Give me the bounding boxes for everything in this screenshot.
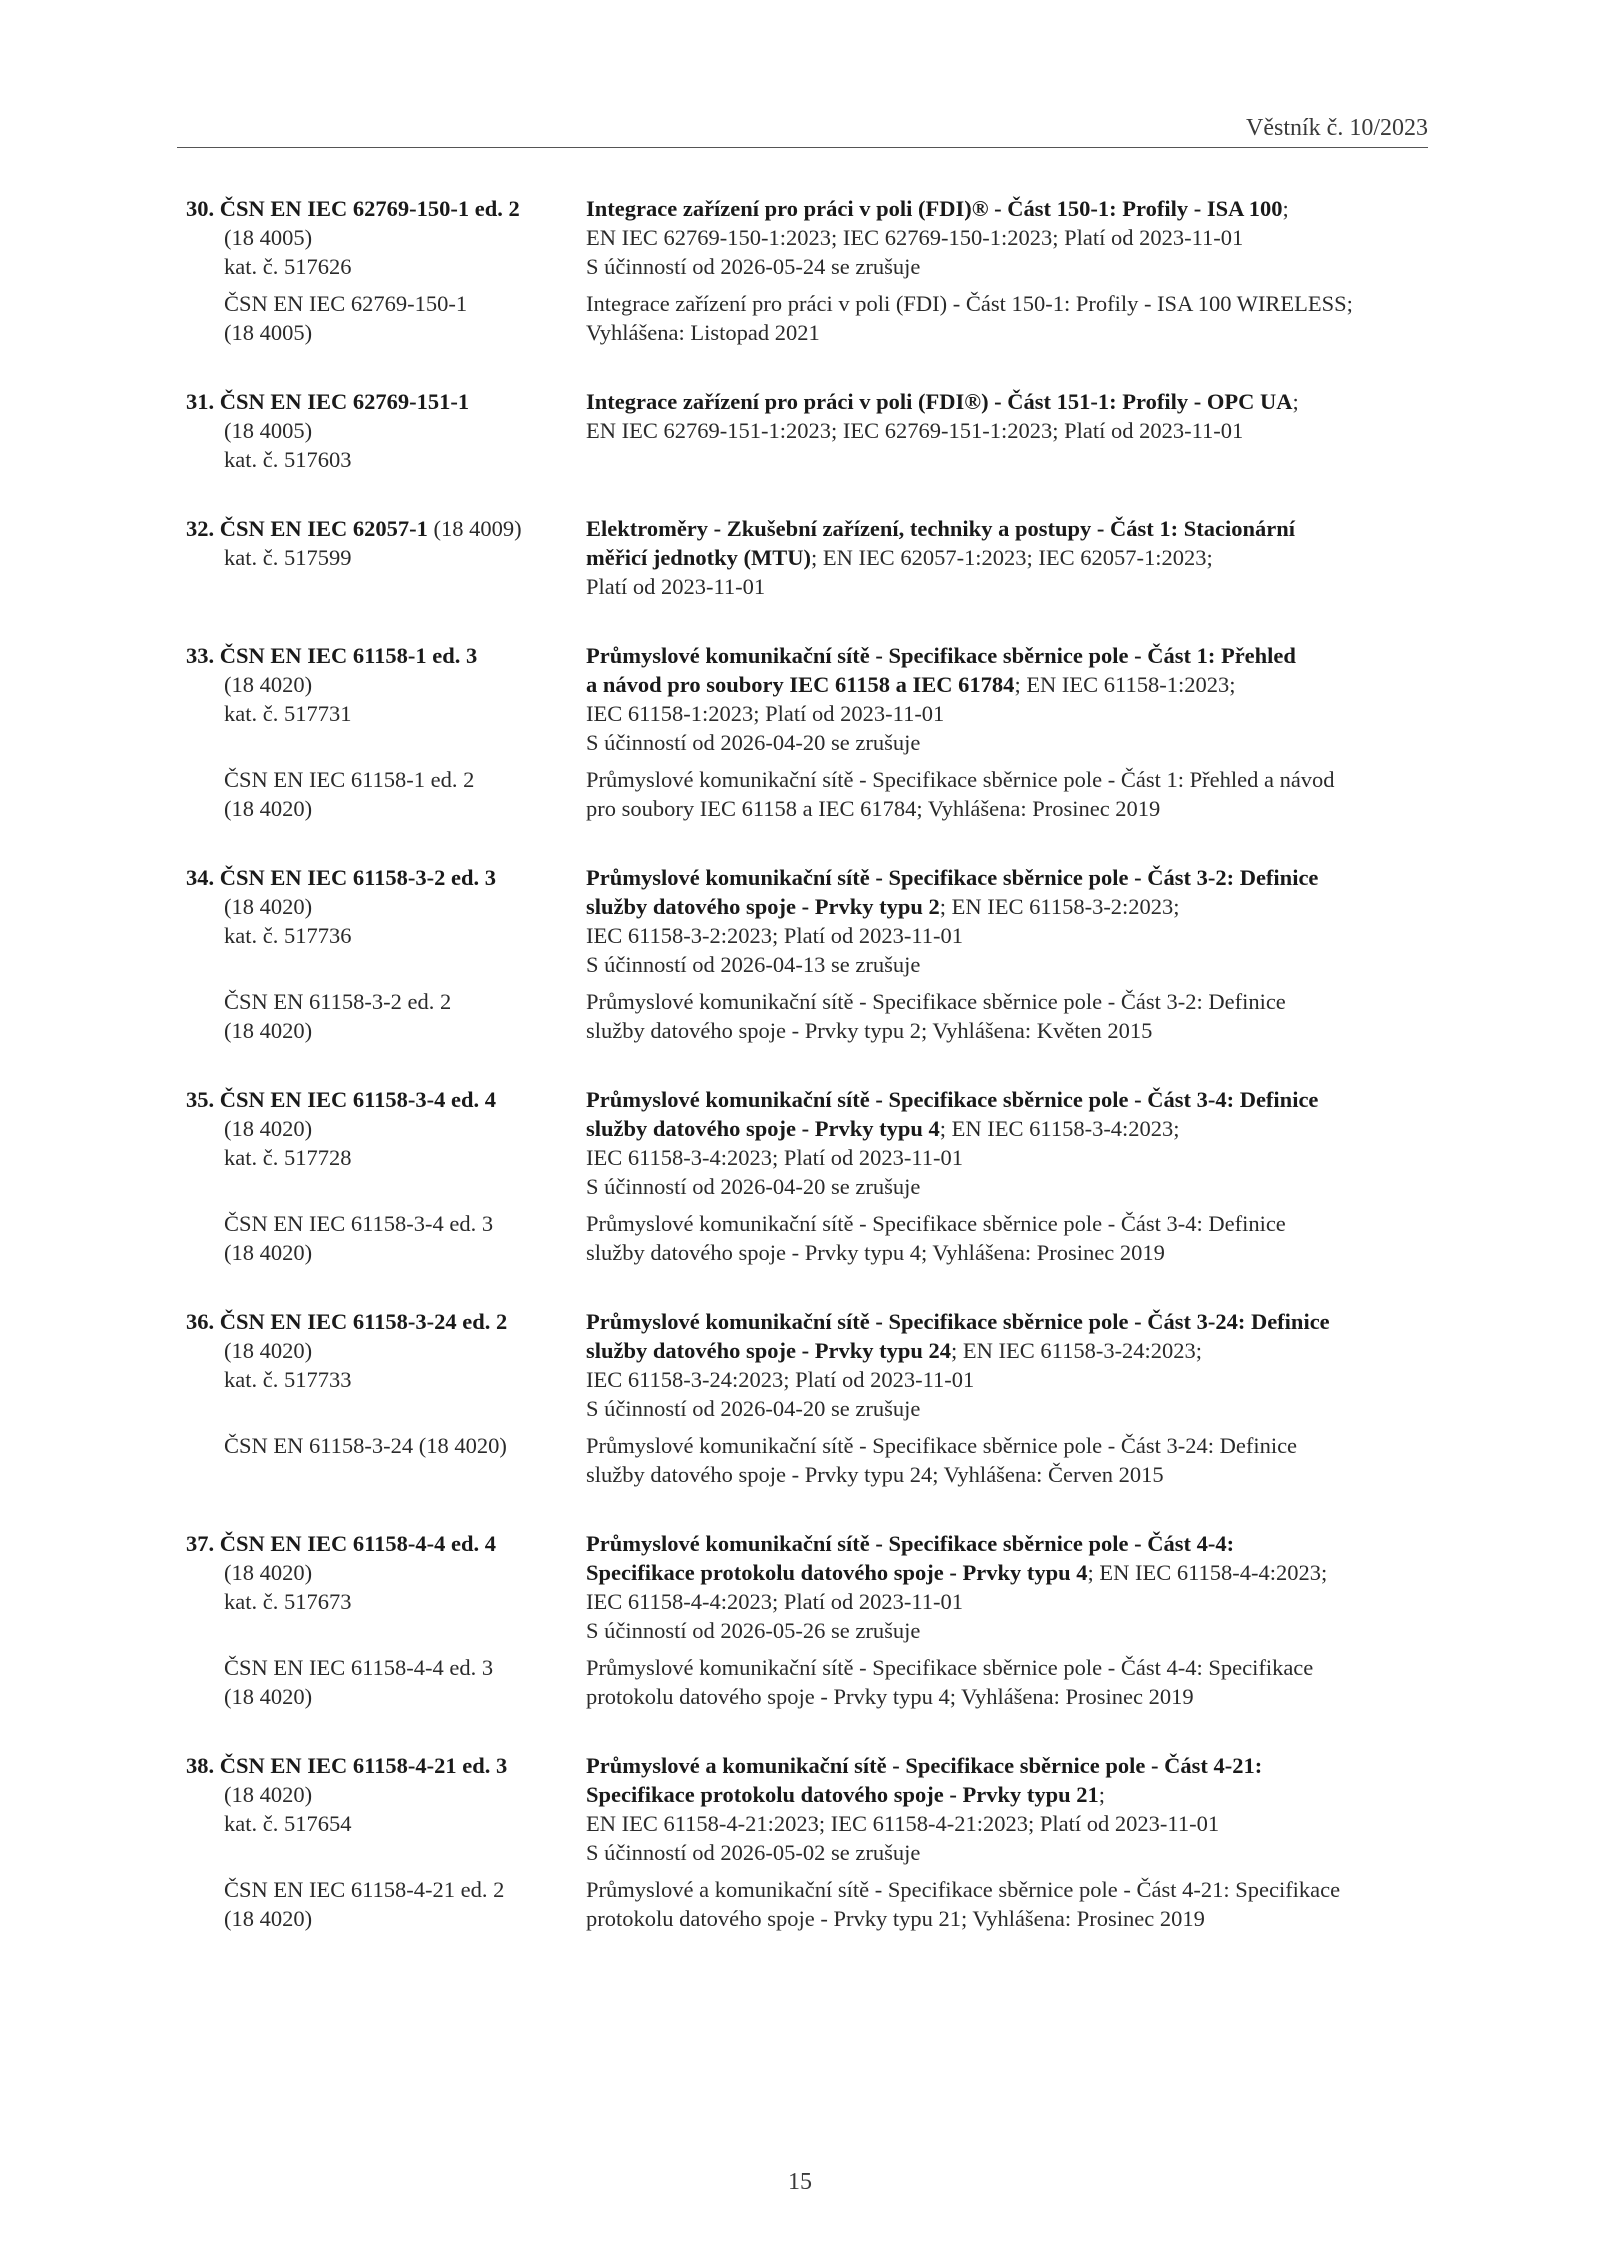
title-line: Průmyslové komunikační sítě - Specifikace sběrnice pole - Část 3-4: Definice xyxy=(586,1087,1319,1112)
title-line: IEC 61158-3-4:2023; Platí od 2023-11-01 xyxy=(586,1145,964,1170)
old-standard-id xyxy=(186,1875,586,1933)
entry-number: 34. xyxy=(186,865,215,890)
withdrawal-note: S účinností od 2026-04-13 se zrušuje xyxy=(586,952,921,977)
classification: (18 4020) xyxy=(224,1116,313,1141)
page-number: 15 xyxy=(788,2169,812,2195)
new-standard-id xyxy=(186,1085,586,1201)
title-tail: ; EN IEC 62057-1:2023; IEC 62057-1:2023; xyxy=(810,545,1213,570)
title-line: služby datového spoje - Prvky typu 4; Vyhlášena: Prosinec 2019 xyxy=(586,1240,1165,1265)
classification: (18 4020) xyxy=(224,1684,313,1709)
new-standard-code: ČSN EN IEC 61158-1 ed. 3 xyxy=(219,643,478,668)
new-standard-code: ČSN EN IEC 61158-3-2 ed. 3 xyxy=(219,865,497,890)
old-standard-code: ČSN EN 61158-3-24 (18 4020) xyxy=(224,1433,507,1458)
old-standard-id xyxy=(186,987,586,1045)
title-tail: ; xyxy=(1282,196,1289,221)
title-line: Průmyslové komunikační sítě - Specifikace sběrnice pole - Část 1: Přehled a návod xyxy=(586,767,1335,792)
new-standard-title xyxy=(586,1751,1416,1867)
new-standard-title xyxy=(586,1529,1416,1645)
new-standard-id xyxy=(186,387,586,474)
old-standard-code: ČSN EN IEC 61158-4-4 ed. 3 xyxy=(224,1655,494,1680)
title-tail: ; EN IEC 61158-3-4:2023; xyxy=(939,1116,1180,1141)
old-standard-code: ČSN EN IEC 61158-3-4 ed. 3 xyxy=(224,1211,494,1236)
old-standard-code: ČSN EN IEC 61158-1 ed. 2 xyxy=(224,767,475,792)
catalog-number: kat. č. 517654 xyxy=(224,1811,352,1836)
title-line: Průmyslové komunikační sítě - Specifikace sběrnice pole - Část 3-24: Definice xyxy=(586,1309,1330,1334)
new-standard-id xyxy=(186,863,586,979)
standards-list xyxy=(186,194,1416,1973)
classification: (18 4020) xyxy=(224,672,313,697)
standard-entry xyxy=(186,1307,1416,1489)
new-standard-code: ČSN EN IEC 61158-3-24 ed. 2 xyxy=(219,1309,508,1334)
entry-number: 33. xyxy=(186,643,215,668)
title-line: Integrace zařízení pro práci v poli (FDI)® - Část 150-1: Profily - ISA 100 xyxy=(586,196,1283,221)
withdrawal-note: S účinností od 2026-04-20 se zrušuje xyxy=(586,1396,921,1421)
new-standard-title xyxy=(586,863,1416,979)
new-standard-code: ČSN EN IEC 62057-1 xyxy=(219,516,428,541)
catalog-number: kat. č. 517728 xyxy=(224,1145,352,1170)
new-standard-code: ČSN EN IEC 62769-150-1 ed. 2 xyxy=(219,196,520,221)
title-line: Průmyslové komunikační sítě - Specifikace sběrnice pole - Část 1: Přehled xyxy=(586,643,1296,668)
old-standard-code: ČSN EN IEC 62769-150-1 xyxy=(224,291,468,316)
title-tail: ; EN IEC 61158-3-24:2023; xyxy=(951,1338,1203,1363)
title-line: IEC 61158-4-4:2023; Platí od 2023-11-01 xyxy=(586,1589,964,1614)
new-standard-id xyxy=(186,514,586,601)
standard-entry xyxy=(186,514,1416,601)
title-line: EN IEC 62769-151-1:2023; IEC 62769-151-1:2023; Platí od 2023-11-01 xyxy=(586,418,1244,443)
catalog-number: kat. č. 517599 xyxy=(224,545,352,570)
standard-entry xyxy=(186,863,1416,1045)
title-tail: ; EN IEC 61158-1:2023; xyxy=(1014,672,1236,697)
old-standard-title xyxy=(586,1209,1416,1267)
classification: (18 4005) xyxy=(224,320,313,345)
entry-number: 35. xyxy=(186,1087,215,1112)
title-line: Průmyslové a komunikační sítě - Specifikace sběrnice pole - Část 4-21: Specifikace xyxy=(586,1877,1341,1902)
new-standard-id xyxy=(186,641,586,757)
old-standard-id xyxy=(186,1209,586,1267)
title-tail: ; EN IEC 61158-3-2:2023; xyxy=(939,894,1180,919)
withdrawal-note: S účinností od 2026-04-20 se zrušuje xyxy=(586,1174,921,1199)
title-line: pro soubory IEC 61158 a IEC 61784; Vyhlášena: Prosinec 2019 xyxy=(586,796,1161,821)
title-line: a návod pro soubory IEC 61158 a IEC 61784 xyxy=(586,672,1015,697)
title-line: Průmyslové komunikační sítě - Specifikace sběrnice pole - Část 4-4: Specifikace xyxy=(586,1655,1314,1680)
old-standard-title xyxy=(586,1653,1416,1711)
title-line: služby datového spoje - Prvky typu 2; Vyhlášena: Květen 2015 xyxy=(586,1018,1153,1043)
old-standard-title xyxy=(586,1875,1416,1933)
entry-number: 38. xyxy=(186,1753,215,1778)
entry-number: 36. xyxy=(186,1309,215,1334)
classification: (18 4020) xyxy=(224,1240,313,1265)
withdrawal-note: S účinností od 2026-05-24 se zrušuje xyxy=(586,254,921,279)
title-line: Specifikace protokolu datového spoje - Prvky typu 4 xyxy=(586,1560,1088,1585)
classification: (18 4020) xyxy=(224,1338,313,1363)
header-title: Věstník č. 10/2023 xyxy=(1246,115,1428,141)
catalog-number: kat. č. 517733 xyxy=(224,1367,352,1392)
classification: (18 4005) xyxy=(224,225,313,250)
new-standard-title xyxy=(586,1085,1416,1201)
classification: (18 4020) xyxy=(224,1560,313,1585)
catalog-number: kat. č. 517626 xyxy=(224,254,352,279)
title-line: IEC 61158-3-24:2023; Platí od 2023-11-01 xyxy=(586,1367,975,1392)
title-line: měřicí jednotky (MTU) xyxy=(586,545,811,570)
standard-entry xyxy=(186,1529,1416,1711)
old-standard-id xyxy=(186,1653,586,1711)
title-line: IEC 61158-3-2:2023; Platí od 2023-11-01 xyxy=(586,923,964,948)
new-standard-code: ČSN EN IEC 61158-4-21 ed. 3 xyxy=(219,1753,508,1778)
classification: (18 4020) xyxy=(224,1906,313,1931)
classification: (18 4020) xyxy=(224,894,313,919)
classification: (18 4020) xyxy=(224,1018,313,1043)
title-line: Průmyslové komunikační sítě - Specifikace sběrnice pole - Část 3-4: Definice xyxy=(586,1211,1286,1236)
standard-entry xyxy=(186,387,1416,474)
classification: (18 4009) xyxy=(433,516,522,541)
catalog-number: kat. č. 517673 xyxy=(224,1589,352,1614)
old-standard-title xyxy=(586,987,1416,1045)
new-standard-title xyxy=(586,194,1416,281)
classification: (18 4005) xyxy=(224,418,313,443)
title-line: služby datového spoje - Prvky typu 4 xyxy=(586,1116,940,1141)
title-tail: ; xyxy=(1292,389,1299,414)
title-tail: ; EN IEC 61158-4-4:2023; xyxy=(1087,1560,1328,1585)
new-standard-id xyxy=(186,194,586,281)
title-tail: ; xyxy=(1098,1782,1105,1807)
catalog-number: kat. č. 517736 xyxy=(224,923,352,948)
withdrawal-note: S účinností od 2026-05-02 se zrušuje xyxy=(586,1840,921,1865)
old-standard-id xyxy=(186,289,586,347)
title-line: Integrace zařízení pro práci v poli (FDI®) - Část 151-1: Profily - OPC UA xyxy=(586,389,1293,414)
classification: (18 4020) xyxy=(224,1782,313,1807)
standard-entry xyxy=(186,194,1416,347)
title-line: služby datového spoje - Prvky typu 24 xyxy=(586,1338,952,1363)
title-line: Průmyslové komunikační sítě - Specifikace sběrnice pole - Část 3-2: Definice xyxy=(586,989,1286,1014)
title-line: služby datového spoje - Prvky typu 24; Vyhlášena: Červen 2015 xyxy=(586,1462,1164,1487)
new-standard-title xyxy=(586,387,1416,474)
title-line: Specifikace protokolu datového spoje - Prvky typu 21 xyxy=(586,1782,1099,1807)
title-line: Elektroměry - Zkušební zařízení, techniky a postupy - Část 1: Stacionární xyxy=(586,516,1295,541)
new-standard-title xyxy=(586,1307,1416,1423)
old-standard-code: ČSN EN 61158-3-2 ed. 2 xyxy=(224,989,452,1014)
classification: (18 4020) xyxy=(224,796,313,821)
new-standard-code: ČSN EN IEC 61158-4-4 ed. 4 xyxy=(219,1531,497,1556)
new-standard-id xyxy=(186,1529,586,1645)
title-line: EN IEC 61158-4-21:2023; IEC 61158-4-21:2023; Platí od 2023-11-01 xyxy=(586,1811,1220,1836)
new-standard-code: ČSN EN IEC 62769-151-1 xyxy=(219,389,470,414)
title-line: protokolu datového spoje - Prvky typu 21; Vyhlášena: Prosinec 2019 xyxy=(586,1906,1205,1931)
title-line: Průmyslové a komunikační sítě - Specifikace sběrnice pole - Část 4-21: xyxy=(586,1753,1263,1778)
old-standard-title xyxy=(586,765,1416,823)
standard-entry xyxy=(186,641,1416,823)
title-line: Průmyslové komunikační sítě - Specifikace sběrnice pole - Část 4-4: xyxy=(586,1531,1235,1556)
title-line: Platí od 2023-11-01 xyxy=(586,574,766,599)
old-standard-title xyxy=(586,1431,1416,1489)
title-line: Integrace zařízení pro práci v poli (FDI) - Část 150-1: Profily - ISA 100 WIRELESS; xyxy=(586,291,1353,316)
new-standard-code: ČSN EN IEC 61158-3-4 ed. 4 xyxy=(219,1087,497,1112)
old-standard-id xyxy=(186,1431,586,1489)
title-line: Vyhlášena: Listopad 2021 xyxy=(586,320,820,345)
entry-number: 37. xyxy=(186,1531,215,1556)
title-line: protokolu datového spoje - Prvky typu 4; Vyhlášena: Prosinec 2019 xyxy=(586,1684,1194,1709)
new-standard-id xyxy=(186,1307,586,1423)
old-standard-title xyxy=(586,289,1416,347)
entry-number: 31. xyxy=(186,389,215,414)
title-line: IEC 61158-1:2023; Platí od 2023-11-01 xyxy=(586,701,945,726)
withdrawal-note: S účinností od 2026-05-26 se zrušuje xyxy=(586,1618,921,1643)
title-line: Průmyslové komunikační sítě - Specifikace sběrnice pole - Část 3-24: Definice xyxy=(586,1433,1298,1458)
new-standard-title xyxy=(586,514,1416,601)
old-standard-code: ČSN EN IEC 61158-4-21 ed. 2 xyxy=(224,1877,505,1902)
title-line: služby datového spoje - Prvky typu 2 xyxy=(586,894,940,919)
entry-number: 32. xyxy=(186,516,215,541)
withdrawal-note: S účinností od 2026-04-20 se zrušuje xyxy=(586,730,921,755)
new-standard-id xyxy=(186,1751,586,1867)
title-line: EN IEC 62769-150-1:2023; IEC 62769-150-1:2023; Platí od 2023-11-01 xyxy=(586,225,1244,250)
standard-entry xyxy=(186,1085,1416,1267)
standard-entry xyxy=(186,1751,1416,1933)
entry-number: 30. xyxy=(186,196,215,221)
header-divider xyxy=(177,147,1428,148)
new-standard-title xyxy=(586,641,1416,757)
title-line: Průmyslové komunikační sítě - Specifikace sběrnice pole - Část 3-2: Definice xyxy=(586,865,1319,890)
catalog-number: kat. č. 517603 xyxy=(224,447,352,472)
old-standard-id xyxy=(186,765,586,823)
catalog-number: kat. č. 517731 xyxy=(224,701,352,726)
